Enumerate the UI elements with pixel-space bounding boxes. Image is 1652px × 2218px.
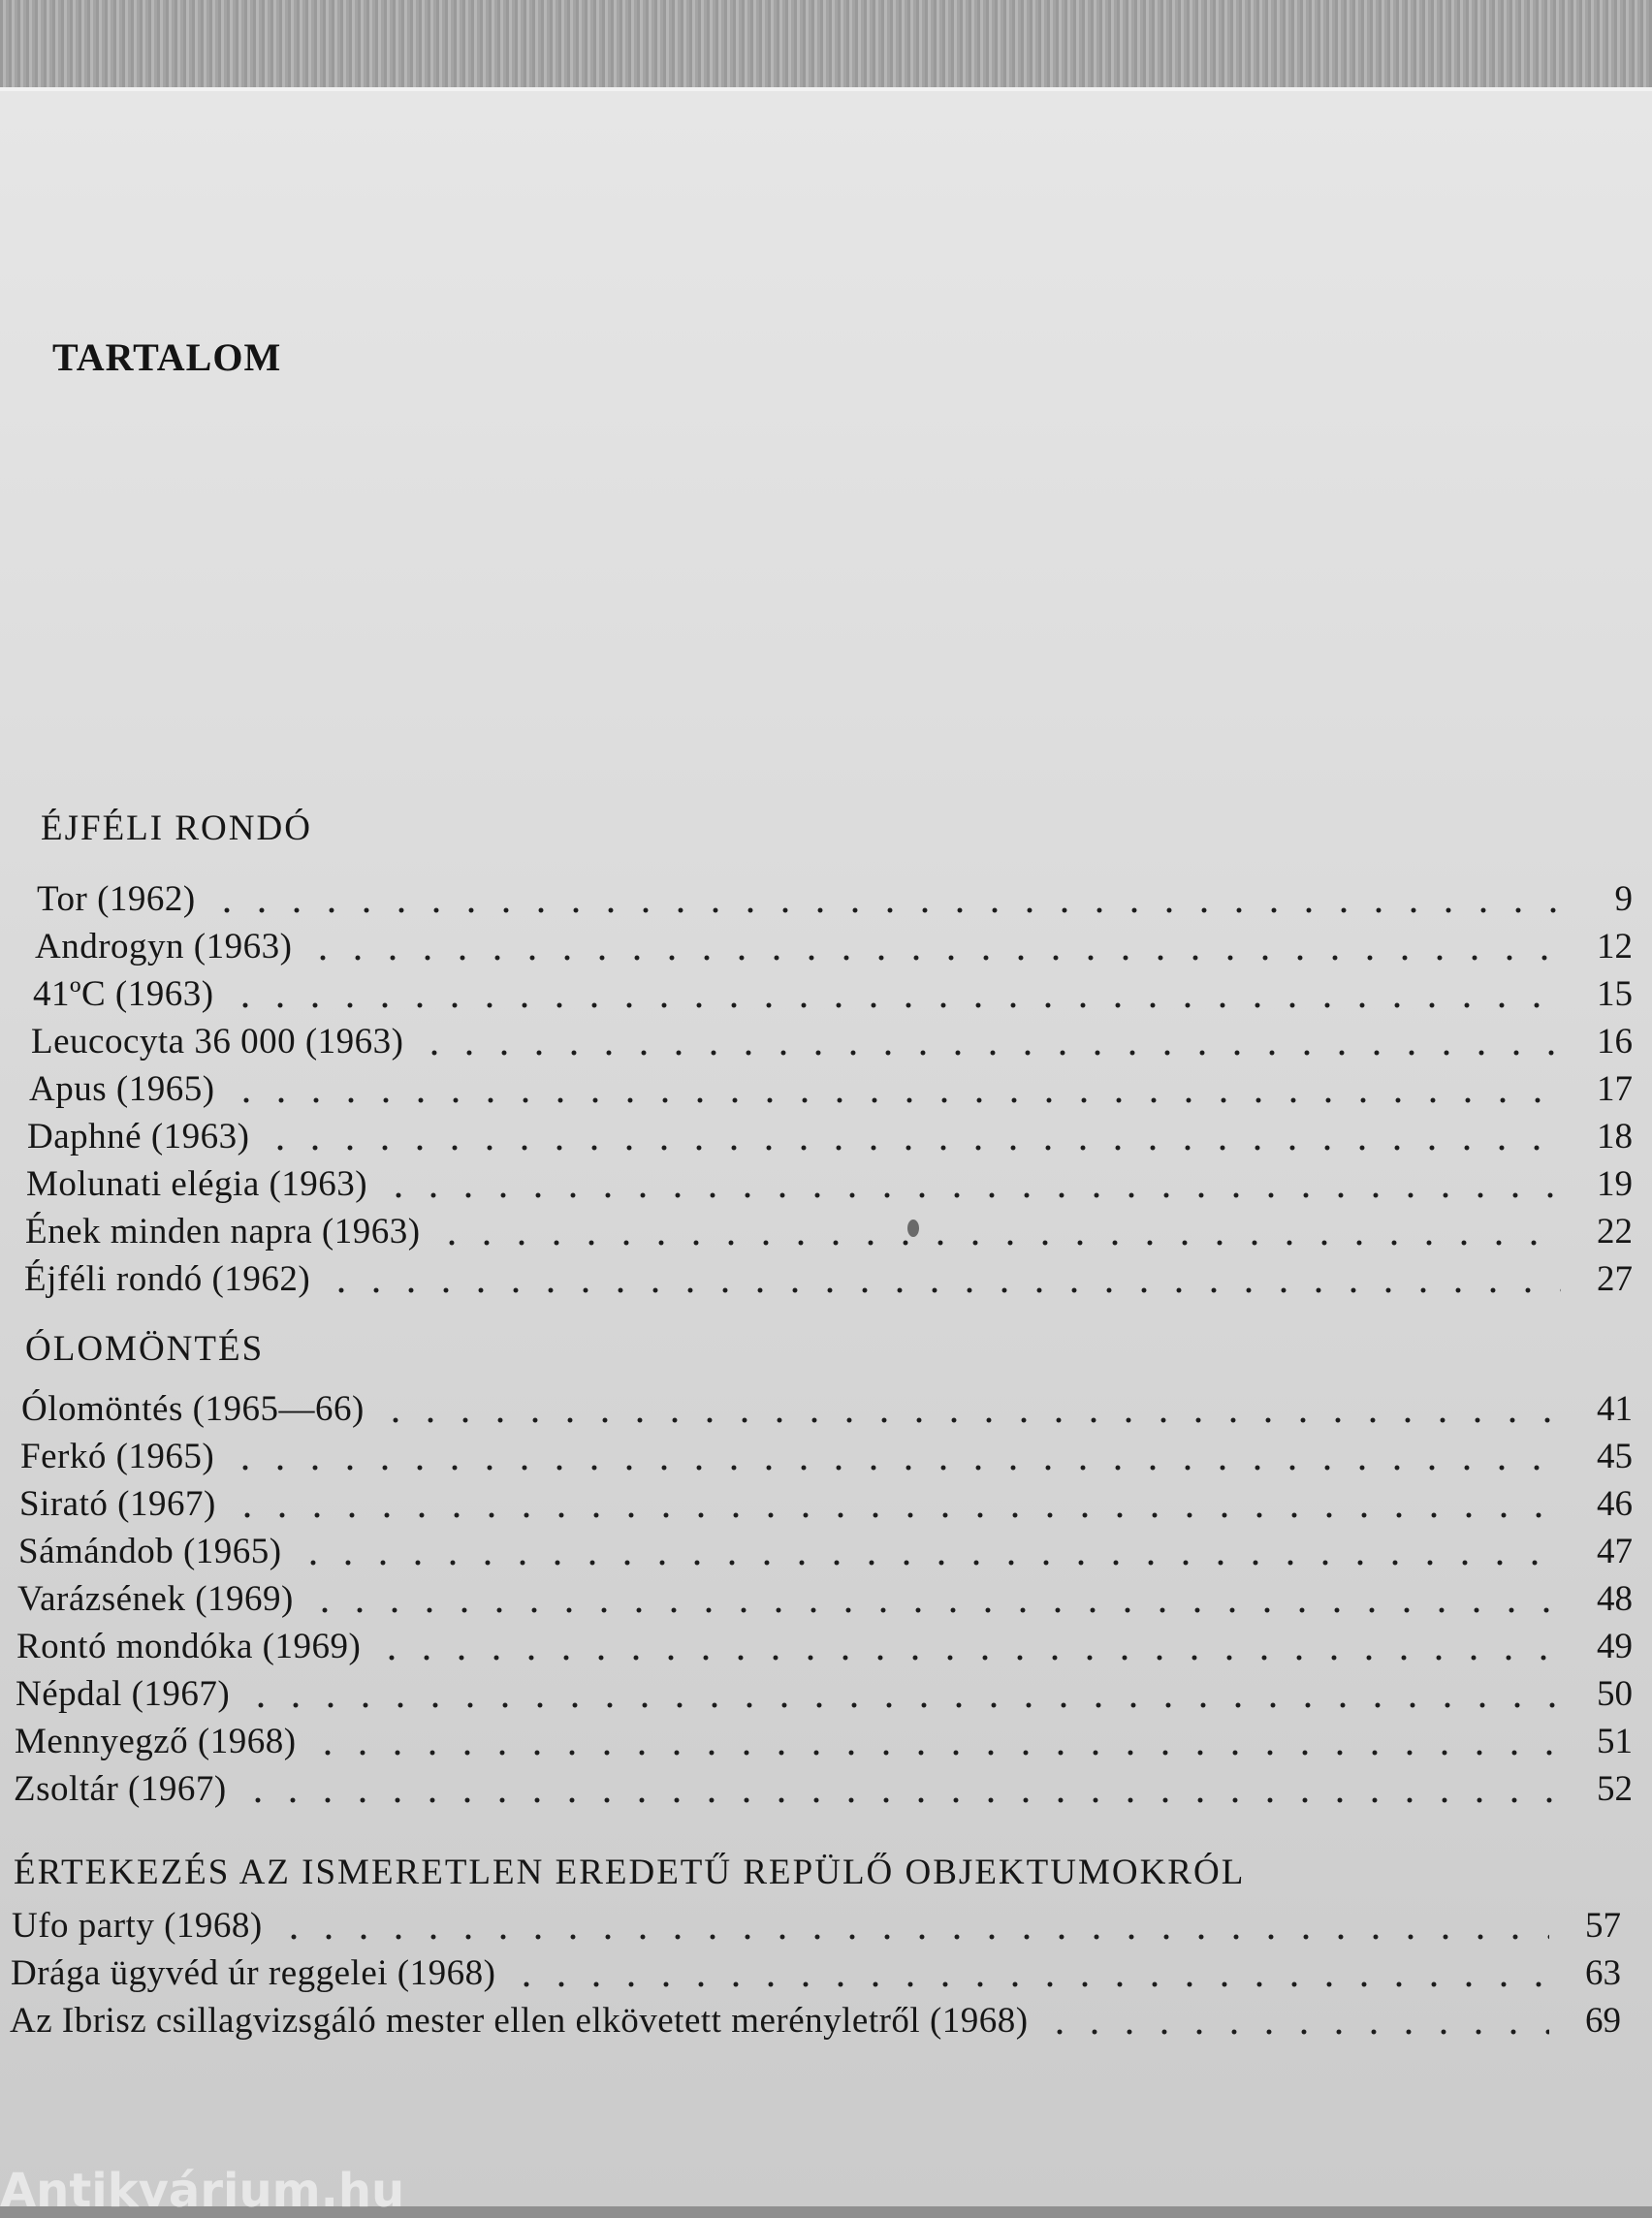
toc-entry[interactable] xyxy=(14,1759,1633,1810)
page-number: 22 xyxy=(1597,1212,1633,1252)
entry-title: 41ºC (1963) xyxy=(33,974,214,1014)
page-number: 17 xyxy=(1597,1069,1633,1109)
entry-title: Ferkó (1965) xyxy=(20,1437,215,1476)
page-number: 48 xyxy=(1597,1579,1633,1619)
entry-title: Az Ibrisz csillagvizsgáló mester ellen elkövetett merényletről (1968) xyxy=(10,2001,1029,2041)
page-number: 50 xyxy=(1597,1674,1633,1714)
entry-title: Népdal (1967) xyxy=(16,1674,231,1714)
page-number: 18 xyxy=(1597,1117,1633,1157)
dot-leader xyxy=(296,1559,1561,1567)
toc-entry[interactable] xyxy=(12,1896,1621,1947)
toc-entry[interactable] xyxy=(27,1107,1633,1157)
page-number: 9 xyxy=(1614,879,1633,919)
page-number: 16 xyxy=(1597,1022,1633,1061)
dot-leader xyxy=(243,1701,1561,1709)
page-number: 41 xyxy=(1597,1389,1633,1429)
page-number: 57 xyxy=(1585,1906,1621,1946)
toc-entry[interactable] xyxy=(19,1474,1633,1525)
entry-title: Mennyegző (1968) xyxy=(15,1722,297,1761)
page-number: 52 xyxy=(1597,1769,1633,1809)
dot-leader xyxy=(1042,2028,1549,2036)
toc-entry[interactable] xyxy=(16,1617,1633,1667)
toc-entry[interactable] xyxy=(31,1012,1633,1062)
section-title: ÉJFÉLI RONDÓ xyxy=(41,808,312,848)
ink-smudge xyxy=(907,1220,919,1237)
page-number: 49 xyxy=(1597,1627,1633,1666)
section-title: ÉRTEKEZÉS AZ ISMERETLEN EREDETŰ REPÜLŐ OBJEKTUMOKRÓL xyxy=(14,1853,1246,1892)
toc-entry[interactable] xyxy=(29,1060,1633,1110)
entry-title: Éjféli rondó (1962) xyxy=(24,1259,311,1299)
entry-title: Ufo party (1968) xyxy=(12,1906,263,1946)
toc-entry[interactable] xyxy=(33,965,1633,1015)
toc-entry[interactable] xyxy=(10,1991,1621,2042)
dot-leader xyxy=(417,1049,1561,1057)
toc-entry[interactable] xyxy=(25,1202,1633,1252)
entry-title: Androgyn (1963) xyxy=(35,927,293,966)
dot-leader xyxy=(240,1796,1561,1804)
section-title: ÓLOMÖNTÉS xyxy=(25,1329,265,1369)
dot-leader xyxy=(381,1191,1561,1199)
page-number: 45 xyxy=(1597,1437,1633,1476)
dot-leader xyxy=(310,1749,1561,1757)
entry-title: Sirató (1967) xyxy=(19,1484,216,1524)
dot-leader xyxy=(324,1286,1561,1294)
toc-entry[interactable] xyxy=(16,1664,1633,1715)
page-number: 27 xyxy=(1597,1259,1633,1299)
dot-leader xyxy=(228,1001,1561,1009)
entry-title: Apus (1965) xyxy=(29,1069,215,1109)
page-number: 47 xyxy=(1597,1532,1633,1571)
dot-leader xyxy=(263,1144,1561,1152)
dot-leader xyxy=(378,1416,1561,1424)
entry-title: Varázsének (1969) xyxy=(17,1579,294,1619)
entry-title: Zsoltár (1967) xyxy=(14,1769,227,1809)
page-number: 12 xyxy=(1597,927,1633,966)
entry-title: Rontó mondóka (1969) xyxy=(16,1627,362,1666)
entry-title: Sámándob (1965) xyxy=(18,1532,282,1571)
toc-entry[interactable] xyxy=(37,870,1633,920)
page-number: 69 xyxy=(1585,2001,1621,2041)
entry-title: Ének minden napra (1963) xyxy=(25,1212,421,1252)
toc-entry[interactable] xyxy=(26,1155,1633,1205)
entry-title: Daphné (1963) xyxy=(27,1117,250,1157)
toc-entry[interactable] xyxy=(15,1712,1633,1762)
entry-title: Tor (1962) xyxy=(37,879,196,919)
toc-entry[interactable] xyxy=(18,1522,1633,1572)
toc-entry[interactable] xyxy=(17,1569,1633,1620)
dot-leader xyxy=(209,906,1561,914)
page-number: 63 xyxy=(1585,1953,1621,1993)
entry-title: Drága ügyvéd úr reggelei (1968) xyxy=(11,1953,496,1993)
dot-leader xyxy=(276,1933,1549,1941)
toc-entry[interactable] xyxy=(35,917,1633,967)
entry-title: Molunati elégia (1963) xyxy=(26,1164,368,1204)
dot-leader xyxy=(307,1606,1561,1614)
dot-leader xyxy=(509,1980,1549,1988)
dot-leader xyxy=(229,1096,1561,1104)
entry-title: Ólomöntés (1965—66) xyxy=(21,1389,365,1429)
toc-entry[interactable] xyxy=(11,1944,1621,1994)
page-number: 51 xyxy=(1597,1722,1633,1761)
dot-leader xyxy=(228,1464,1561,1472)
dot-leader xyxy=(374,1654,1561,1662)
page-title: TARTALOM xyxy=(52,335,282,379)
toc-entry[interactable] xyxy=(24,1250,1633,1300)
page-number: 19 xyxy=(1597,1164,1633,1204)
toc-entry[interactable] xyxy=(20,1427,1633,1477)
dot-leader xyxy=(305,954,1561,962)
page-number: 15 xyxy=(1597,974,1633,1014)
dot-leader xyxy=(230,1511,1561,1519)
entry-title: Leucocyta 36 000 (1963) xyxy=(31,1022,404,1061)
watermark: Antikvárium.hu xyxy=(0,2164,405,2218)
page-number: 46 xyxy=(1597,1484,1633,1524)
toc-entry[interactable] xyxy=(21,1379,1633,1430)
dot-leader xyxy=(434,1239,1561,1247)
